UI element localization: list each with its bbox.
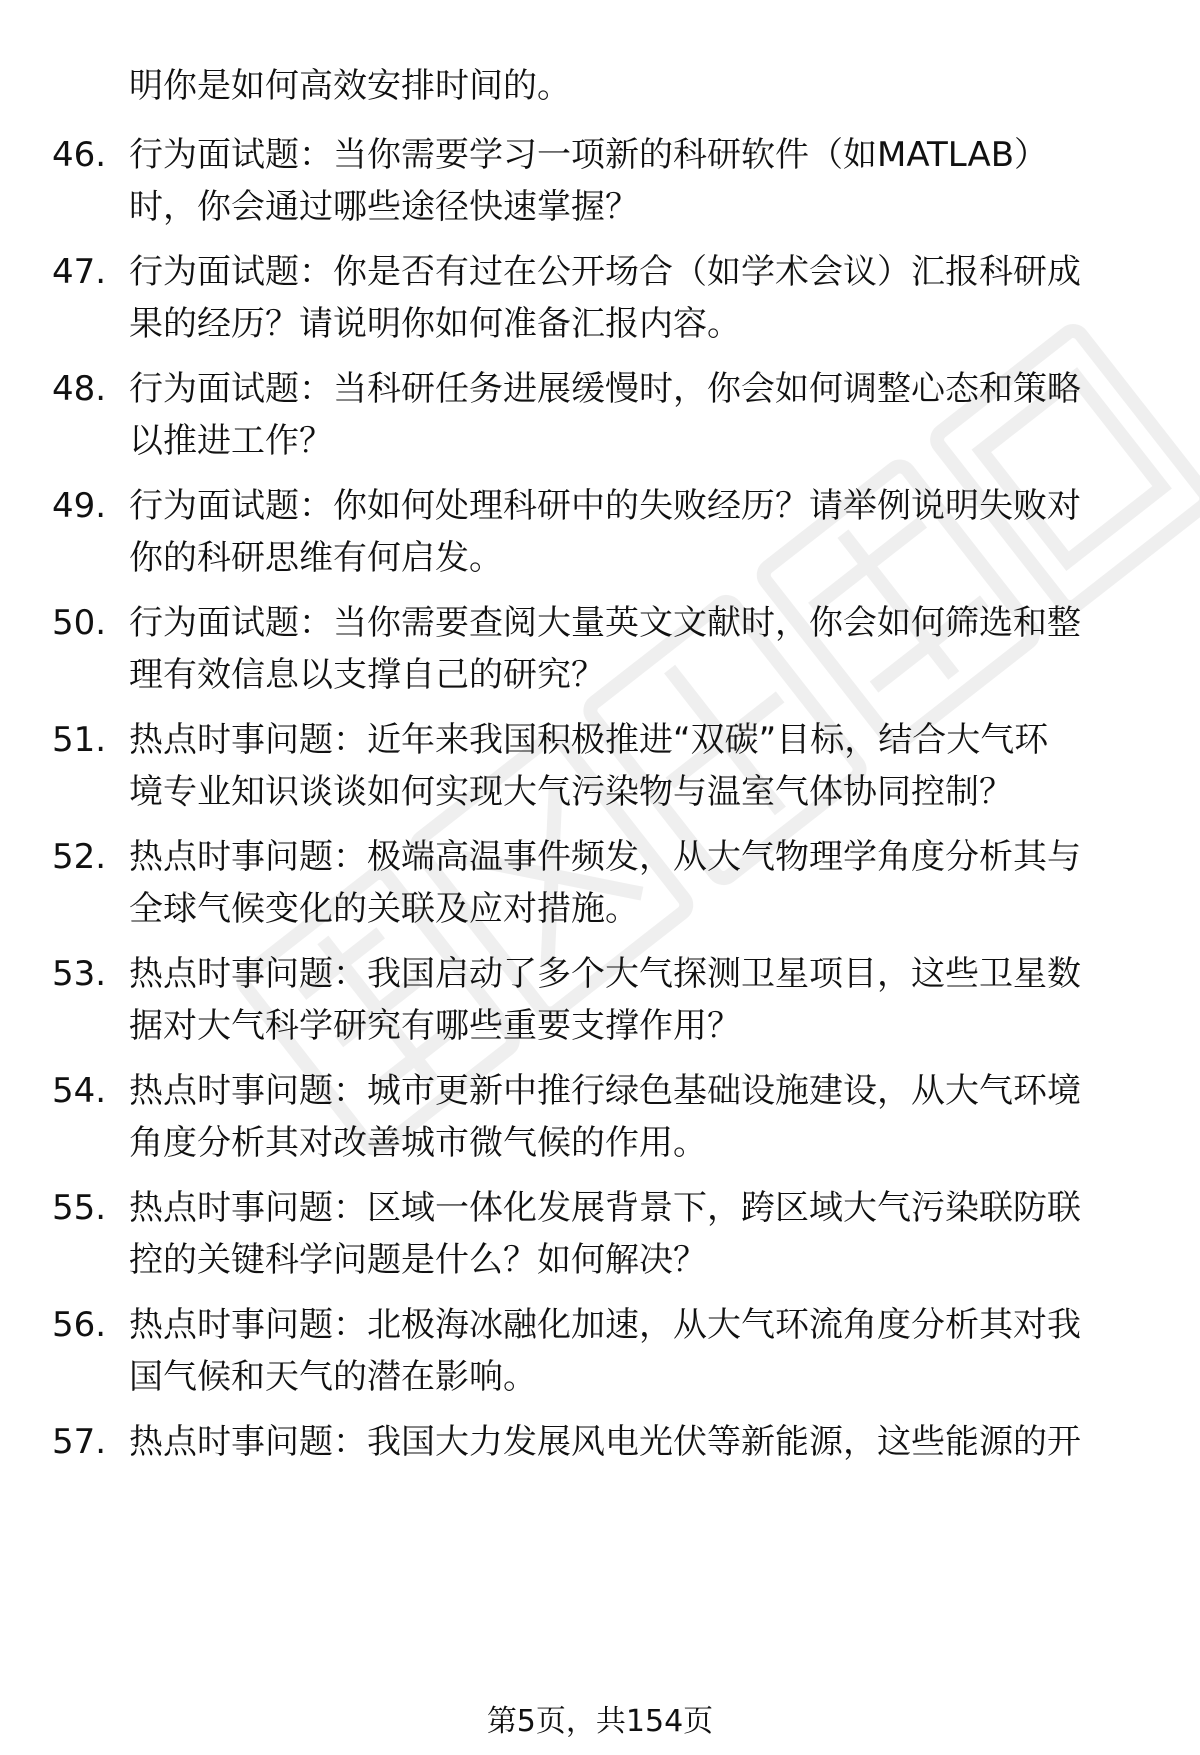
question-text-line: 行为面试题：你是否有过在公开场合（如学术会议）汇报科研成 bbox=[129, 252, 1081, 292]
question-text-line: 据对大气科学研究有哪些重要支撑作用？ bbox=[129, 1006, 741, 1046]
question-text bbox=[129, 948, 1147, 1052]
question-text bbox=[129, 1299, 1147, 1403]
question-text-line: 行为面试题：你如何处理科研中的失败经历？请举例说明失败对 bbox=[129, 486, 1081, 526]
question-text bbox=[129, 1182, 1147, 1286]
question-text-line: 你的科研思维有何启发。 bbox=[129, 538, 503, 578]
question-number: 52. bbox=[52, 837, 107, 877]
question-text bbox=[129, 1416, 1147, 1468]
question-item bbox=[52, 597, 1152, 701]
question-number: 51. bbox=[52, 720, 107, 760]
question-item bbox=[52, 129, 1152, 233]
question-text-line: 境专业知识谈谈如何实现大气污染物与温室气体协同控制？ bbox=[129, 772, 1013, 812]
question-text-line: 控的关键科学问题是什么？如何解决？ bbox=[129, 1240, 707, 1280]
question-text-line: 热点时事问题：我国大力发展风电光伏等新能源，这些能源的开 bbox=[129, 1422, 1081, 1462]
question-text-line: 热点时事问题：城市更新中推行绿色基础设施建设，从大气环境 bbox=[129, 1071, 1081, 1111]
question-item bbox=[52, 714, 1152, 818]
question-number: 56. bbox=[52, 1305, 107, 1345]
question-item bbox=[52, 1416, 1152, 1468]
question-text bbox=[129, 363, 1147, 467]
question-text-line: 角度分析其对改善城市微气候的作用。 bbox=[129, 1123, 707, 1163]
question-text bbox=[129, 831, 1147, 935]
question-text bbox=[129, 597, 1147, 701]
question-text-line: 时，你会通过哪些途径快速掌握？ bbox=[129, 187, 639, 227]
question-text bbox=[129, 1065, 1147, 1169]
question-text-line: 国气候和天气的潜在影响。 bbox=[129, 1357, 537, 1397]
question-number: 48. bbox=[52, 369, 107, 409]
question-text bbox=[129, 129, 1147, 233]
question-item bbox=[52, 480, 1152, 584]
question-number: 46. bbox=[52, 135, 107, 175]
question-item bbox=[52, 246, 1152, 350]
question-text bbox=[129, 246, 1147, 350]
question-text-line: 以推进工作？ bbox=[129, 421, 333, 461]
question-text-line: 全球气候变化的关联及应对措施。 bbox=[129, 889, 639, 929]
question-item bbox=[52, 363, 1152, 467]
question-item bbox=[52, 948, 1152, 1052]
question-text-line: 热点时事问题：我国启动了多个大气探测卫星项目，这些卫星数 bbox=[129, 954, 1081, 994]
question-item bbox=[52, 1065, 1152, 1169]
question-text bbox=[129, 480, 1147, 584]
question-number: 55. bbox=[52, 1188, 107, 1228]
continuation-text: 明你是如何高效安排时间的。 bbox=[129, 66, 571, 106]
question-text-line: 热点时事问题：区域一体化发展背景下，跨区域大气污染联防联 bbox=[129, 1188, 1081, 1228]
question-number: 57. bbox=[52, 1422, 107, 1462]
question-text-line: 行为面试题：当科研任务进展缓慢时，你会如何调整心态和策略 bbox=[129, 369, 1081, 409]
question-text bbox=[129, 714, 1147, 818]
question-text-line: 热点时事问题：极端高温事件频发，从大气物理学角度分析其与 bbox=[129, 837, 1081, 877]
question-number: 54. bbox=[52, 1071, 107, 1111]
question-text-line: 果的经历？请说明你如何准备汇报内容。 bbox=[129, 304, 741, 344]
question-number: 49. bbox=[52, 486, 107, 526]
question-text-line: 行为面试题：当你需要学习一项新的科研软件（如MATLAB） bbox=[129, 135, 1049, 175]
question-number: 53. bbox=[52, 954, 107, 994]
question-number: 47. bbox=[52, 252, 107, 292]
question-text-line: 行为面试题：当你需要查阅大量英文文献时，你会如何筛选和整 bbox=[129, 603, 1081, 643]
question-text-line: 热点时事问题：近年来我国积极推进“双碳”目标，结合大气环 bbox=[129, 720, 1049, 760]
question-item bbox=[52, 1182, 1152, 1286]
question-text-line: 理有效信息以支撑自己的研究？ bbox=[129, 655, 605, 695]
question-item bbox=[52, 831, 1152, 935]
question-number: 50. bbox=[52, 603, 107, 643]
question-item bbox=[52, 1299, 1152, 1403]
question-text-line: 热点时事问题：北极海冰融化加速，从大气环流角度分析其对我 bbox=[129, 1305, 1081, 1345]
page-footer: 第5页，共154页 bbox=[486, 1704, 714, 1739]
